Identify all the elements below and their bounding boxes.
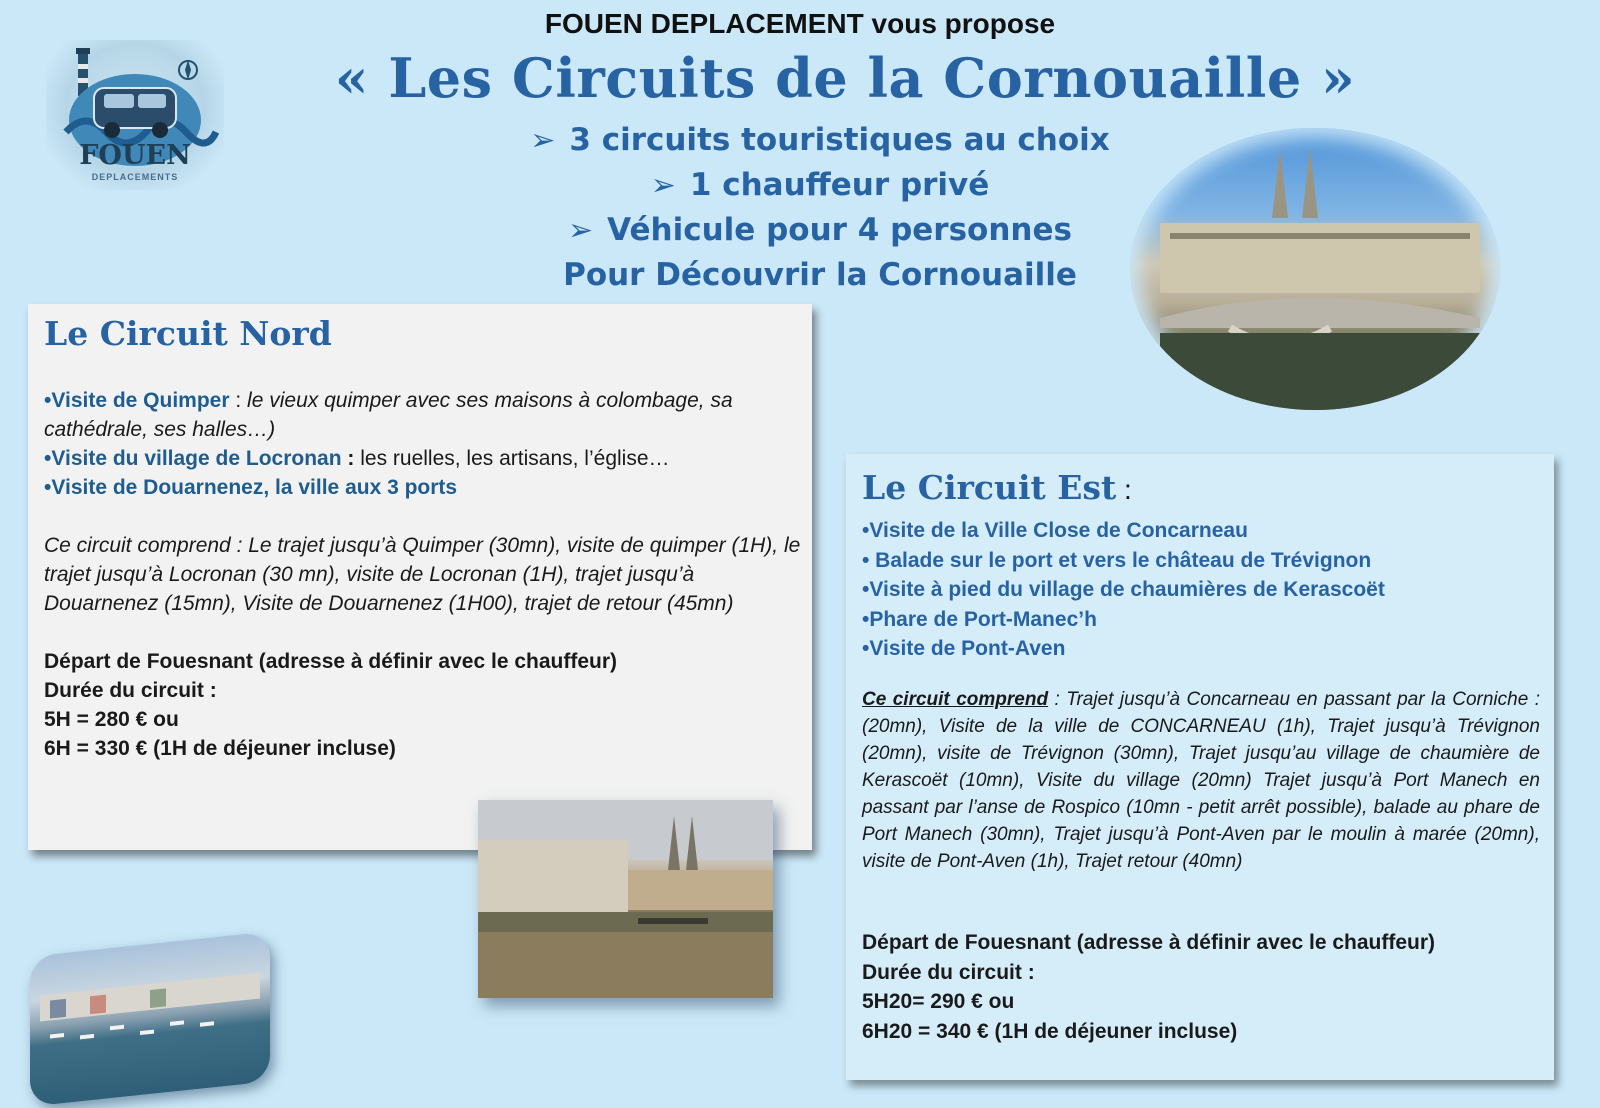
- circuit-est-duration-label: Durée du circuit :: [862, 960, 1035, 984]
- header-bullets: [440, 118, 1200, 297]
- logo-brand: FOUEN: [79, 140, 191, 171]
- list-item: •Visite de la Ville Close de Concarneau: [862, 519, 1248, 542]
- circuit-nord-departure: Départ de Fouesnant (adresse à définir avec le chauffeur): [44, 650, 618, 673]
- circuit-nord-duration-label: Durée du circuit :: [44, 679, 217, 702]
- circuit-nord-title: Le Circuit Nord: [44, 314, 332, 353]
- circuit-est-price-1: 5H20= 290 € ou: [862, 990, 1015, 1013]
- circuit-nord-body: [44, 386, 804, 763]
- quimper-cathedral-photo: [1130, 128, 1500, 410]
- quimper-river-photo: [478, 800, 773, 998]
- concarneau-harbour-photo: [30, 931, 270, 1106]
- circuit-est-list: [862, 516, 1542, 664]
- circuit-nord-description: Ce circuit comprend : Le trajet jusqu’à Quimper (30mn), visite de quimper (1H), le trajet jusqu’à Locronan (30 mn), visite de Locronan (1H), trajet jusqu’à Douarnenez (15mn), Visite de Douarnenez (1H00), trajet de retour (45mn): [44, 534, 801, 615]
- logo-sub: DEPLACEMENTS: [91, 172, 179, 182]
- header-top-line: FOUEN DEPLACEMENT vous propose: [544, 8, 1056, 39]
- circuit-est-departure: Départ de Fouesnant (adresse à définir avec le chauffeur): [862, 931, 1436, 954]
- circuit-est-footer: [862, 928, 1542, 1046]
- bullet-line: ➢ 3 circuits touristiques au choix: [530, 122, 1110, 158]
- circuit-est-price-2: 6H20 = 340 € (1H de déjeuner incluse): [862, 1019, 1238, 1043]
- arrow-icon: ➢: [568, 213, 594, 248]
- list-item: •Visite du village de Locronan : les ruelles, les artisans, l’église…: [44, 447, 670, 470]
- circuit-nord-card: [28, 304, 812, 850]
- list-item: •Phare de Port-Manec’h: [862, 607, 1097, 631]
- list-item: • Balade sur le port et vers le château de Trévignon: [862, 548, 1372, 572]
- list-item: •Visite de Quimper : le vieux quimper avec ses maisons à colombage, sa cathédrale, ses halles…): [44, 389, 733, 441]
- arrow-icon: ➢: [530, 123, 556, 158]
- list-item: •Visite de Douarnenez, la ville aux 3 ports: [44, 476, 458, 499]
- circuit-nord-price-2: 6H = 330 € (1H de déjeuner incluse): [44, 737, 396, 760]
- fouen-logo: [46, 40, 224, 190]
- main-title: « Les Circuits de la Cornouaille »: [334, 46, 1356, 110]
- circuit-est-card: [846, 454, 1554, 1080]
- circuit-nord-price-1: 5H = 280 € ou: [44, 708, 179, 731]
- circuit-est-title: Le Circuit Est :: [862, 468, 1132, 507]
- arrow-icon: ➢: [650, 168, 676, 203]
- bullet-line: ➢ 1 chauffeur privé: [650, 167, 990, 203]
- tagline: Pour Découvrir la Cornouaille: [563, 257, 1077, 293]
- list-item: •Visite de Pont-Aven: [862, 637, 1066, 660]
- circuit-est-description: Ce circuit comprend : Trajet jusqu’à Concarneau en passant par la Corniche : (20mn), Visite de la ville de CONCARNEAU (1h), Trajet jusqu’à Trévignon (20mn), visite de Trévignon (30mn), Trajet jusqu’au village de chaumière de Kerascoët (10mn), Visite du village (20mn) Trajet jusqu’à Port Manech en passant par l’anse de Rospico (10mn - petit arrêt possible), balade au phare de Port Manech (30mn), Trajet jusqu’à Pont-Aven par le moulin à marée (20mn), visite de Pont-Aven (1h), Trajet retour (40mn): [862, 689, 1540, 872]
- bullet-line: ➢ Véhicule pour 4 personnes: [568, 212, 1072, 248]
- list-item: •Visite à pied du village de chaumières de Kerascoët: [862, 578, 1385, 601]
